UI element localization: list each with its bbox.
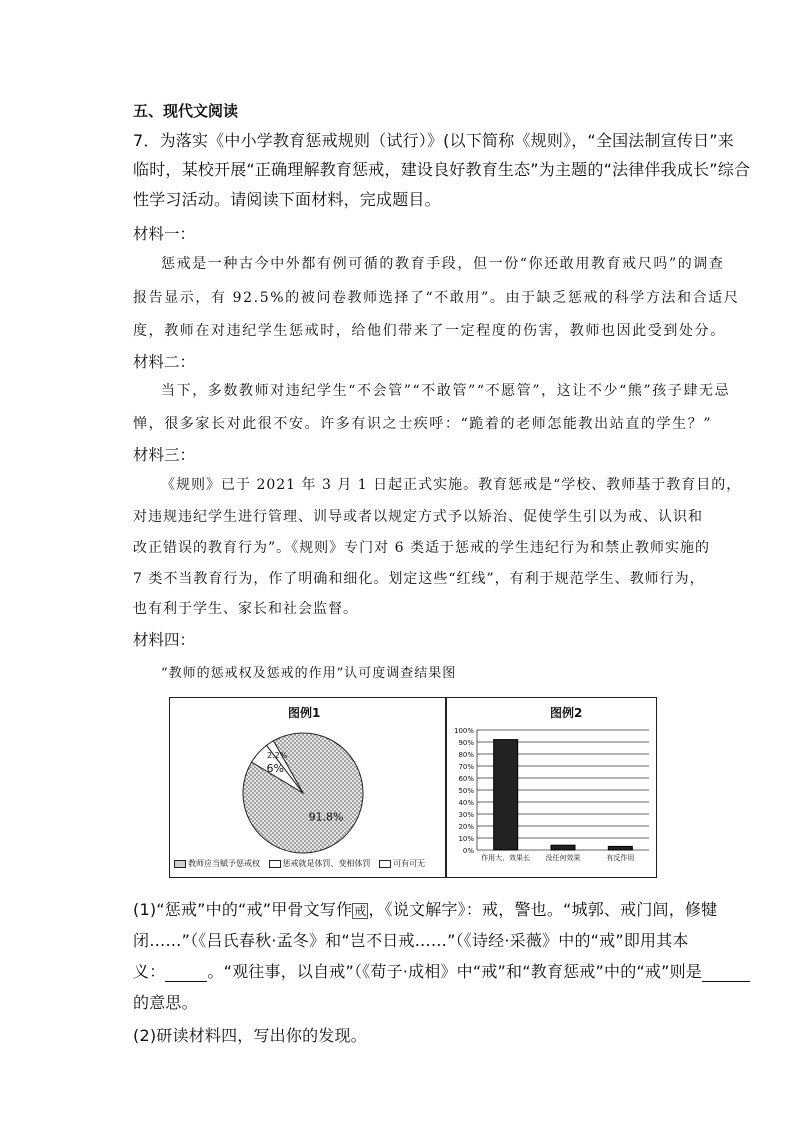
bar-y-tick: 10% — [458, 835, 474, 843]
sub1-line-2: 闭……”（《吕氏春秋·孟冬》和“岂不日戒……”（《诗经·采薇》中的“戒”即用其本 — [133, 931, 689, 950]
sub1-line-3b: 。“观往事，以自戒”（《荀子·成相》中“戒”和“教育惩戒”中的“戒”则是 — [207, 962, 703, 981]
sub1-line-1b: ，《说文解字》：戒，警也。“城郭、戒门闾，修犍 — [368, 900, 718, 919]
bar-y-tick: 50% — [458, 787, 474, 795]
bar-y-tick: 90% — [458, 739, 474, 747]
legend-swatch-3 — [379, 860, 391, 868]
legend-label-3: 可有可无 — [393, 859, 426, 868]
material3-label: 材料三： — [133, 446, 196, 464]
pie-legend — [174, 858, 431, 869]
pie-chart — [170, 698, 440, 858]
sub1-line-4: 的意思。 — [133, 993, 198, 1012]
sub1-line-3 — [133, 959, 750, 982]
material3-line-5: 也有利于学生、家长和社会监督。 — [133, 601, 358, 617]
oracle-glyph-icon: 戒 — [354, 903, 367, 918]
material3-line-1: 《规则》已于 2021 年 3 月 1 日起正式实施。教育惩戒是“学校、教师基于教育目的， — [161, 477, 742, 493]
legend-item-3 — [379, 858, 425, 869]
legend-label-1: 教师应当赋予惩戒权 — [188, 859, 260, 868]
pie-label-3: 2.2% — [267, 750, 288, 760]
material3-line-2: 对违规违纪学生进行管理、训导或者以规定方式予以矫治、促使学生引以为戒、认识和 — [133, 509, 703, 525]
figure-caption: “教师的惩戒权及惩戒的作用”认可度调查结果图 — [161, 666, 457, 681]
bar-2 — [551, 845, 575, 850]
bar-y-tick: 30% — [458, 811, 474, 819]
answer-blank-1[interactable] — [165, 967, 207, 982]
bar-3 — [608, 846, 632, 850]
material1-line-2: 报告显示，有 92.5%的被问卷教师选择了“不敢用”。由于缺乏惩戒的科学方法和合适尺 — [133, 290, 740, 306]
sub2-line-1: (2)研读材料四，写出你的发现。 — [133, 1026, 367, 1045]
legend-item-1 — [174, 858, 260, 869]
bar-y-tick: 20% — [458, 823, 474, 831]
sub1-line-3a: 义： — [133, 962, 166, 981]
sub1-line-1a: (1)“惩戒”中的“戒”甲骨文写作 — [133, 900, 353, 919]
question-line-2: 临时，某校开展“正确理解教育惩戒，建设良好教育生态”为主题的“法律伴我成长”综合 — [133, 160, 751, 179]
material3-line-3: 改正错误的教育行为”。《规则》专门对 6 类适于惩戒的学生违纪行为和禁止教师实施的 — [133, 540, 710, 556]
bar-y-tick: 70% — [458, 763, 474, 771]
question-line-1: 7．为落实《中小学教育惩戒规则（试行）》(以下简称《规则》，“全国法制宣传日”来 — [133, 131, 735, 150]
question-line-3: 性学习活动。请阅读下面材料，完成题目。 — [133, 190, 441, 209]
legend-swatch-2 — [269, 860, 281, 868]
material4-label: 材料四： — [133, 631, 196, 649]
bar-title: 图例2 — [550, 706, 583, 720]
survey-figure — [169, 697, 657, 878]
bar-y-tick: 100% — [453, 727, 474, 735]
legend-swatch-1 — [174, 860, 186, 868]
pie-label-2: 6% — [266, 762, 284, 776]
answer-blank-2[interactable] — [702, 967, 750, 982]
bar-x-label-1: 作用大，效果长 — [481, 854, 531, 862]
bar-y-tick: 0% — [462, 847, 474, 855]
bar-x-label-2: 没任何效果 — [545, 854, 581, 862]
legend-label-2: 惩戒就是体罚、变相体罚 — [282, 859, 371, 868]
material1-line-1: 惩戒是一种古今中外都有例可循的教育手段，但一份“你还敢用教育戒尺吗”的调查 — [161, 256, 725, 272]
material2-line-2: 惮，很多家长对此很不安。许多有识之士疾呼：“跪着的老师怎能教出站直的学生？” — [133, 416, 713, 432]
pie-label-1: 91.8% — [308, 810, 344, 824]
sub1-line-1 — [133, 897, 717, 920]
bar-x-label-3: 有反作用 — [606, 854, 635, 862]
bar-y-tick: 60% — [458, 775, 474, 783]
bar-chart — [447, 698, 655, 876]
section-title: 五、现代文阅读 — [133, 102, 239, 120]
bar-y-tick: 80% — [458, 751, 474, 759]
legend-item-2 — [269, 858, 371, 869]
material3-line-4: 7 类不当教育行为，作了明确和细化。划定这些“红线”，有利于规范学生、教师行为， — [133, 571, 705, 587]
bar-1 — [494, 740, 518, 850]
material1-label: 材料一： — [133, 225, 196, 243]
material2-label: 材料二： — [133, 353, 196, 371]
material2-line-1: 当下，多数教师对违纪学生“不会管”“不敢管”“不愿管”，这让不少“熊”孩子肆无忌 — [161, 383, 731, 399]
material1-line-3: 度，教师在对违纪学生惩戒时，给他们带来了一定程度的伤害，教师也因此受到处分。 — [133, 323, 726, 339]
bar-y-tick: 40% — [458, 799, 474, 807]
pie-title: 图例1 — [288, 706, 321, 720]
